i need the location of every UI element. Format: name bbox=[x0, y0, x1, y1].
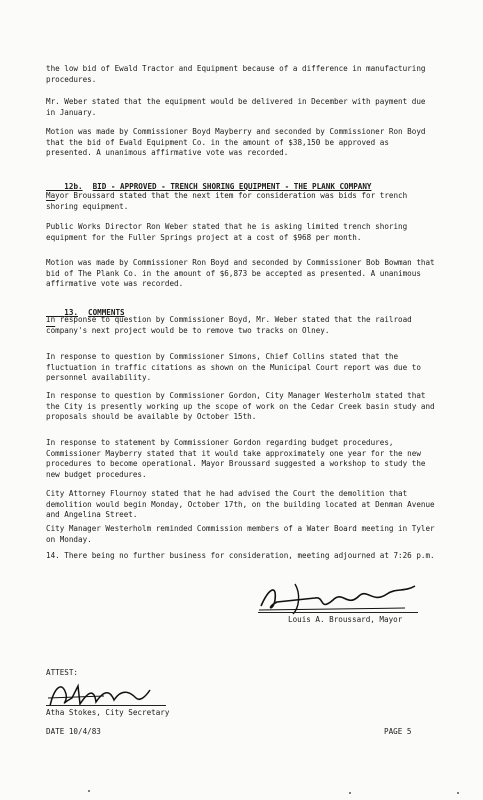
secretary-signature bbox=[44, 676, 154, 712]
paragraph-railroad: In response to question by Commissioner Boyd, Mr. Weber stated that the railroad company's next project would be to remove two tracks on Olney. bbox=[46, 315, 417, 335]
mayor-name: Louis A. Broussard, Mayor bbox=[288, 615, 403, 624]
paragraph-traffic-citations: In response to question by Commissioner Simons, Chief Collins stated that the fluctuation in traffic citations as shown on the Municipal Court report was due to personnel availability. bbox=[46, 352, 426, 382]
paragraph-weber-trench: Public Works Director Ron Weber stated that he is asking limited trench shoring equipment for the Fuller Springs project at a cost of $968 per month. bbox=[46, 222, 412, 242]
paragraph-trench-bids: Mayor Broussard stated that the next item for consideration was bids for trench shoring equipment. bbox=[46, 191, 412, 211]
mayor-signature-line bbox=[258, 612, 418, 613]
footer-page: PAGE 5 bbox=[384, 727, 412, 736]
paragraph-cedar-creek: In response to question by Commissioner Gordon, City Manager Westerholm stated that the City is presently working up the scope of work on the Cedar Creek basin study and proposals should be available by October 15th. bbox=[46, 391, 440, 421]
section-title: COMMENTS bbox=[88, 307, 125, 317]
paragraph-motion-plank: Motion was made by Commissioner Ron Boyd and seconded by Commissioner Bob Bowman that bid of The Plank Co. in the amount of $6,873 be accepted as presented. A unanimous affirmative vote was recorded. bbox=[46, 258, 440, 288]
attest-label: ATTEST: bbox=[46, 668, 79, 677]
mayor-signature bbox=[255, 578, 425, 620]
paragraph-bid-difference: the low bid of Ewald Tractor and Equipment because of a difference in manufacturing procedures. bbox=[46, 64, 431, 84]
paragraph-delivery: Mr. Weber stated that the equipment would be delivered in December with payment due in January. bbox=[46, 97, 431, 117]
section-number: 12b. bbox=[64, 181, 83, 191]
paragraph-demolition: City Attorney Flournoy stated that he had advised the Court the demolition that demolition would begin Monday, October 17th, on the building located at Denman Avenue and Angelina Street. bbox=[46, 489, 440, 519]
section-title: BID - APPROVED - TRENCH SHORING EQUIPMENT - THE PLANK COMPANY bbox=[92, 181, 372, 191]
footer-date: DATE 10/4/83 bbox=[46, 727, 101, 736]
scan-speck bbox=[457, 792, 459, 794]
paragraph-budget: In response to statement by Commissioner Gordon regarding budget procedures, Commissioner Mayberry stated that it would take approximately one year for the new procedures to become operational. Mayor Broussard suggested a workshop to study the new budget procedures. bbox=[46, 438, 431, 479]
paragraph-motion-ewald: Motion was made by Commissioner Boyd Mayberry and seconded by Commissioner Ron Boyd that the bid of Ewald Equipment Co. in the amount of $38,150 be approved as presented. A unanimous affirmative vote was recorded. bbox=[46, 127, 431, 157]
secretary-name: Atha Stokes, City Secretary bbox=[46, 708, 170, 717]
section-number: 13. bbox=[64, 307, 79, 317]
paragraph-water-board: City Manager Westerholm reminded Commission members of a Water Board meeting in Tyler on Monday. bbox=[46, 524, 440, 544]
scan-speck bbox=[88, 790, 90, 792]
paragraph-adjournment: 14. There being no further business for consideration, meeting adjourned at 7:26 p.m. bbox=[46, 551, 435, 560]
scan-speck bbox=[349, 792, 351, 794]
secretary-signature-line bbox=[46, 705, 166, 706]
